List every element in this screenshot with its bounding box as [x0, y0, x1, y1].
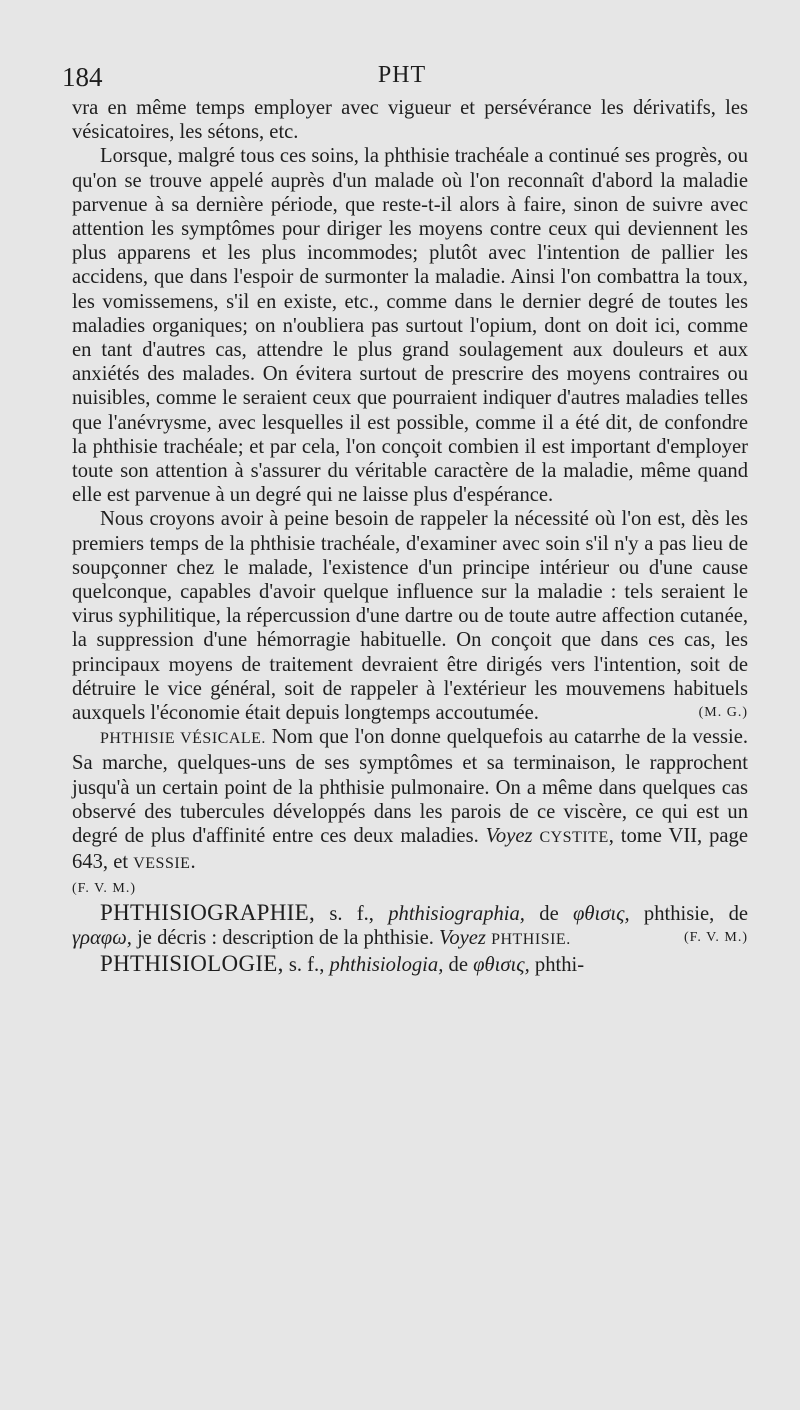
page-number: 184 [62, 62, 103, 92]
see-label: Voyez [485, 825, 533, 848]
see-label-2: Voyez [439, 926, 486, 949]
cross-ref-phthisie: PHTHISIE. [491, 930, 571, 948]
cross-ref-cystite: CYSTITE [539, 829, 609, 847]
entry-head-phthisiologie: PHTHISIOLOGIE, [100, 951, 284, 977]
greek-term-phthisis-2: φθισις, [473, 954, 530, 977]
latin-term-phthisiologia: phthisiologia, [329, 954, 444, 977]
gloss-description: je décris : description de la phthisie. [137, 926, 434, 949]
paragraph-treatment: Lorsque, malgré tous ces soins, la phthisie trachéale a continué ses progrès, ou qu'on se trouve appelé auprès d'un malade où l'on reconnaît d'abord la maladie parvenue à sa dernière période, que reste-t-il alors à faire, sinon de suivre avec attention les symptômes pour diriger les moyens contre ceux qui deviennent les plus apparens et les plus incommodes; plutôt avec l'intention de pallier les accidens, que dans l'espoir de surmonter la maladie. Ainsi l'on combattra la toux, les vomissemens, s'il en existe, etc., comme dans le dernier degré de toutes les maladies organiques; on n'oubliera pas surtout l'opium, dont on doit ici, comme en tant d'autres cas, attendre le plus grand soulagement aux douleurs et aux anxiétés des malades. On évitera surtout de prescrire des moyens contraires ou nuisibles, comme le seraient ceux que pourraient indiquer d'autres maladies telles que l'anévrysme, avec lesquelles il est possible, comme il a été dit, de confondre la phthisie trachéale; et par cela, l'on conçoit combien il est important d'employer toute son attention à s'assurer du véritable caractère de la maladie, même quand elle est parvenue à un degré qui ne laisse plus d'espérance. [72, 145, 748, 507]
entry-phthisie-vesicale: PHTHISIE VÉSICALE. Nom que l'on donne quelquefois au catarrhe de la vessie. Sa marche, quelques-uns de ses symptômes et sa terminaison, le rapprochent jusqu'à un certain point de la phthisie pulmonaire. On a même dans quelques cas observé des tubercules développés dans les parois de ce viscère, ce qui est un degré de plus d'affinité entre ces deux maladies. Voyez CYSTITE, tome VII, page 643, et VESSIE. [72, 726, 748, 874]
de-label-2: de [448, 954, 468, 977]
page-header [62, 62, 742, 96]
greek-term-phthisis: φθισις, [573, 902, 630, 925]
signature-fvm-2: (F. V. M.) [684, 929, 748, 945]
entry-text-vesicale: Nom que l'on donne quelquefois au catarrhe de la vessie. Sa marche, quelques-uns de ses symptômes et sa terminaison, le rapprochent jusqu'à un certain point de la phthisie pulmonaire. On a même dans quelques cas observé des tubercules développés dans les parois de ce viscère, ce qui est un degré de plus d'affinité entre ces deux maladies. [72, 726, 748, 848]
entry-head-vesicale: PHTHISIE VÉSICALE. [100, 730, 266, 748]
page-body [72, 96, 748, 977]
running-head: PHT [377, 62, 427, 88]
entry-head-phthisiographie: PHTHISIOGRAPHIE, [100, 899, 316, 925]
de-label-1: de [539, 902, 559, 925]
gram-label-2: s. f., [288, 954, 325, 977]
gram-label-1: s. f., [329, 902, 374, 925]
signature-fvm-1: (F. V. M.) [72, 880, 136, 896]
entry-text-phthisiologie: phthi- [534, 954, 585, 977]
entry-phthisiographie [72, 901, 748, 952]
greek-term-grapho: γραφω, [72, 926, 132, 949]
signature-mg: (M. G.) [698, 705, 748, 721]
paragraph-continuation: vra en même temps employer avec vigueur et persévérance les dérivatifs, les vésicatoires, les sétons, etc. [72, 97, 748, 144]
latin-term-phthisiographia: phthisiographia, [388, 902, 525, 925]
paragraph-causes-text: Nous croyons avoir à peine besoin de rappeler la nécessité où l'on est, dès les premiers temps de la phthisie trachéale, d'examiner avec soin s'il n'y a pas lieu de soupçonner chez le malade, l'existence d'un principe intérieur ou d'une cause quelconque, capables d'avoir quelque influence sur la maladie : tels seraient le virus syphilitique, la répercussion d'une dartre ou de toute autre affection cutanée, la suppression d'une hémorragie habituelle. On conçoit que dans ces cas, les principaux moyens de traitement devraient être dirigés vers l'intention, soit de détruire le vice général, soit de rappeler à l'extérieur les mouvemens habituels auxquels l'économie était depuis longtemps accoutumée. [72, 508, 748, 725]
gloss-phthisie: phthisie, de [643, 902, 749, 925]
cross-ref-vessie: VESSIE [133, 855, 191, 873]
paragraph-causes [72, 507, 748, 725]
entry-phthisiologie [72, 952, 748, 977]
cross-ref-location: , tome VII, page 643, et [72, 825, 748, 874]
